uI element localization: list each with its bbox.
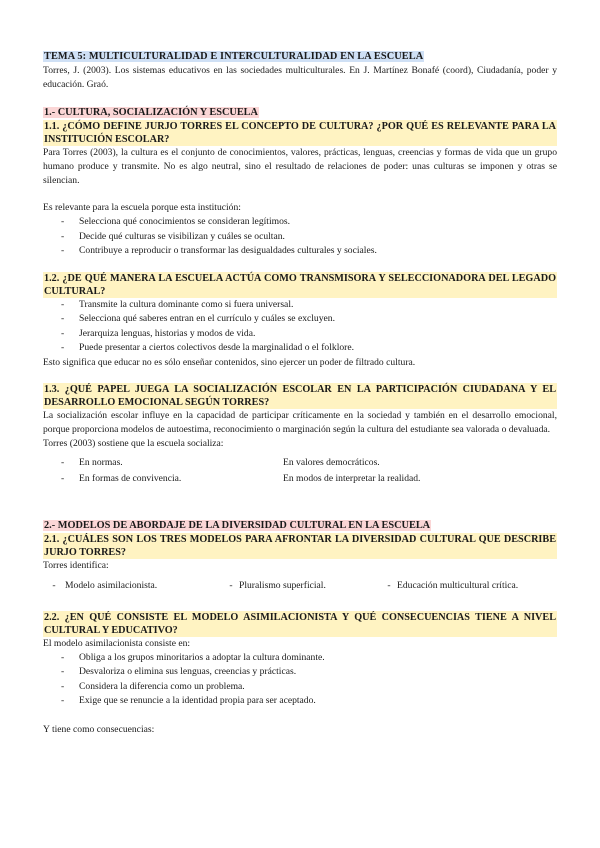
- model-item: Pluralismo superficial.: [239, 579, 326, 591]
- list-item: - Selecciona qué conocimientos se consideran legítimos.: [43, 215, 557, 230]
- question-1-3-heading: 1.3. ¿QUÉ PAPEL JUEGA LA SOCIALIZACIÓN ESCOLAR EN LA PARTICIPACIÓN CIUDADANA Y EL DESARROLLO EMOCIONAL SEGÚN TORRES?: [44, 383, 556, 408]
- question-1-2-list: [43, 298, 557, 356]
- list-item: - Desvaloriza o elimina sus lenguas, creencias y prácticas.: [43, 665, 557, 680]
- list-item: En valores democráticos.: [283, 456, 380, 468]
- question-1-1-paragraph: Para Torres (2003), la cultura es el conjunto de conocimientos, valores, prácticas, lenguas, creencias y formas de vida que un grupo humano produce y transmite. No es algo neutral, sino el resultado de relaciones de poder: unas culturas se imponen y otras se silencian.: [43, 147, 557, 186]
- question-1-3-paragraph: La socialización escolar influye en la capacidad de participar críticamente en la sociedad y también en el desarrollo emocional, porque proporciona modelos de autoestima, reconocimiento o marginación según la cultura del estudiante sea valorada o devaluada.: [43, 409, 557, 435]
- question-1-2-heading: 1.2. ¿DE QUÉ MANERA LA ESCUELA ACTÚA COMO TRANSMISORA Y SELECCIONADORA DEL LEGADO CULTURAL?: [44, 272, 556, 297]
- list-item: - Transmite la cultura dominante como si fuera universal.: [43, 298, 557, 313]
- list-item: - En normas.: [43, 455, 283, 471]
- question-2-2-list: [43, 651, 557, 709]
- list-item: - Considera la diferencia como un problema.: [43, 680, 557, 695]
- section-1-heading: 1.- CULTURA, SOCIALIZACIÓN Y ESCUELA: [44, 107, 258, 118]
- model-item: Modelo asimilacionista.: [65, 579, 158, 591]
- list-item: - Exige que se renuncie a la identidad propia para ser aceptado.: [43, 694, 557, 709]
- document-title: TEMA 5: MULTICULTURALIDAD E INTERCULTURALIDAD EN LA ESCUELA: [44, 51, 424, 62]
- reference: Torres, J. (2003). Los sistemas educativos en las sociedades multiculturales. En J. Martínez Bonafé (coord), Ciudadanía, poder y educación. Graó.: [43, 65, 557, 90]
- list-item: En modos de interpretar la realidad.: [283, 472, 421, 484]
- list-item: - Selecciona qué saberes entran en el currículo y cuáles se excluyen.: [43, 312, 557, 327]
- question-1-1-list: [43, 215, 557, 259]
- question-2-1-heading: 2.1. ¿CUÁLES SON LOS TRES MODELOS PARA AFRONTAR LA DIVERSIDAD CULTURAL QUE DESCRIBE JURJO TORRES?: [44, 533, 556, 558]
- list-item: - Jerarquiza lenguas, historias y modos de vida.: [43, 327, 557, 342]
- question-1-1-intro: Es relevante para la escuela porque esta institución:: [43, 202, 241, 213]
- list-item: - Obliga a los grupos minoritarios a adoptar la cultura dominante.: [43, 651, 557, 666]
- list-item: - Contribuye a reproducir o transformar las desigualdades culturales y sociales.: [43, 244, 557, 259]
- socialization-column-left: [43, 455, 283, 487]
- list-item: - Puede presentar a ciertos colectivos desde la marginalidad o el folklore.: [43, 341, 557, 356]
- models-row: - Modelo asimilacionista. - Pluralismo superficial. - Educación multicultural crítica.: [52, 579, 519, 591]
- question-2-2-closing: Y tiene como consecuencias:: [43, 723, 155, 735]
- list-item: - En formas de convivencia.: [43, 471, 283, 487]
- socialization-columns: [43, 455, 557, 487]
- section-2-heading: 2.- MODELOS DE ABORDAJE DE LA DIVERSIDAD CULTURAL EN LA ESCUELA: [44, 519, 431, 531]
- question-1-3-intro: Torres (2003) sostiene que la escuela socializa:: [43, 437, 224, 449]
- question-2-2-heading: 2.2. ¿EN QUÉ CONSISTE EL MODELO ASIMILACIONISTA Y QUÉ CONSECUENCIAS TIENE A NIVEL CULTURAL Y EDUCATIVO?: [44, 611, 556, 636]
- document-page: [43, 48, 557, 737]
- list-item: - Decide qué culturas se visibilizan y cuáles se ocultan.: [43, 230, 557, 245]
- question-1-2-closing: Esto significa que educar no es sólo enseñar contenidos, sino ejercer un poder de filtrado cultura.: [43, 356, 416, 368]
- question-2-1-intro: Torres identifica:: [43, 559, 109, 571]
- socialization-column-right: [283, 455, 543, 487]
- question-2-2-intro: El modelo asimilacionista consiste en:: [43, 637, 191, 649]
- question-1-1-heading: 1.1. ¿CÓMO DEFINE JURJO TORRES EL CONCEPTO DE CULTURA? ¿POR QUÉ ES RELEVANTE PARA LA INSTITUCIÓN ESCOLAR?: [44, 121, 556, 145]
- model-item: Educación multicultural crítica.: [397, 579, 519, 591]
